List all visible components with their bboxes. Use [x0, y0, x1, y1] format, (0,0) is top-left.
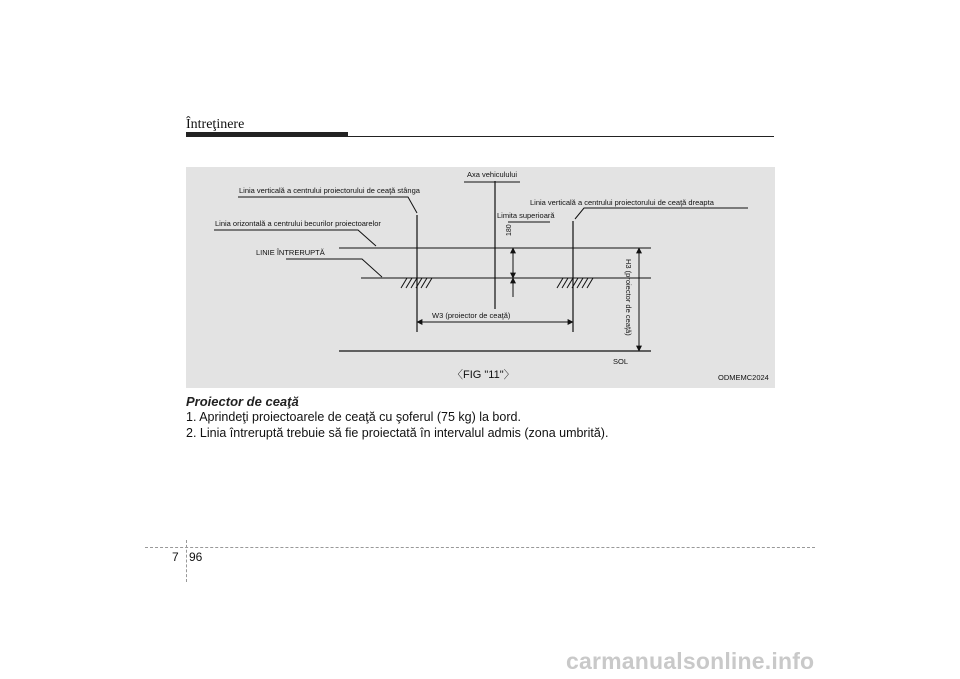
header-rule: [186, 136, 774, 137]
label-vertical-right: Linia verticală a centrului proiectorului de ceaţă dreapta: [530, 198, 714, 207]
label-upper-limit: Limita superioară: [497, 211, 555, 220]
vertical-left-leader: [238, 197, 417, 213]
horizontal-center-leader: [214, 230, 376, 246]
chapter-number: 7: [172, 550, 179, 564]
hatched-zone-right: [557, 278, 593, 288]
watermark-text: carmanualsonline.info: [566, 648, 815, 674]
instruction-step-1: 1. Aprindeţi proiectoarele de ceaţă cu şoferul (75 kg) la bord.: [186, 410, 521, 424]
label-cutoff-line: LINIE ÎNTRERUPTĂ: [256, 248, 325, 257]
fog-lamp-diagram: [186, 167, 775, 388]
label-vertical-left: Linia verticală a centrului proiectorului de ceaţă stânga: [239, 186, 420, 195]
figure-caption: 〈FIG "11"〉: [452, 369, 515, 381]
figure-code: ODMEMC2024: [718, 373, 769, 382]
label-w3: W3 (proiector de ceaţă): [432, 311, 511, 320]
label-horizontal-center: Linia orizontală a centrului becurilor proiectoarelor: [215, 219, 381, 228]
label-h3: H3 (proiector de ceaţă): [624, 259, 633, 336]
label-dim-180: 180: [506, 224, 513, 236]
section-header-title: Întreţinere: [186, 117, 245, 132]
label-ground: SOL: [613, 357, 629, 366]
instruction-step-2: 2. Linia întreruptă trebuie să fie proiectată în intervalul admis (zona umbrită).: [186, 426, 609, 440]
vertical-right-leader: [575, 208, 748, 219]
page-number: 96: [189, 550, 203, 564]
section-title: Proiector de ceaţă: [186, 394, 299, 409]
footer-divider: [186, 540, 187, 582]
fog-lamp-aiming-figure: [186, 167, 775, 388]
cutoff-line-leader: [286, 259, 382, 277]
label-vehicle-axis: Axa vehiculului: [467, 170, 518, 179]
footer-rule: [145, 547, 815, 548]
